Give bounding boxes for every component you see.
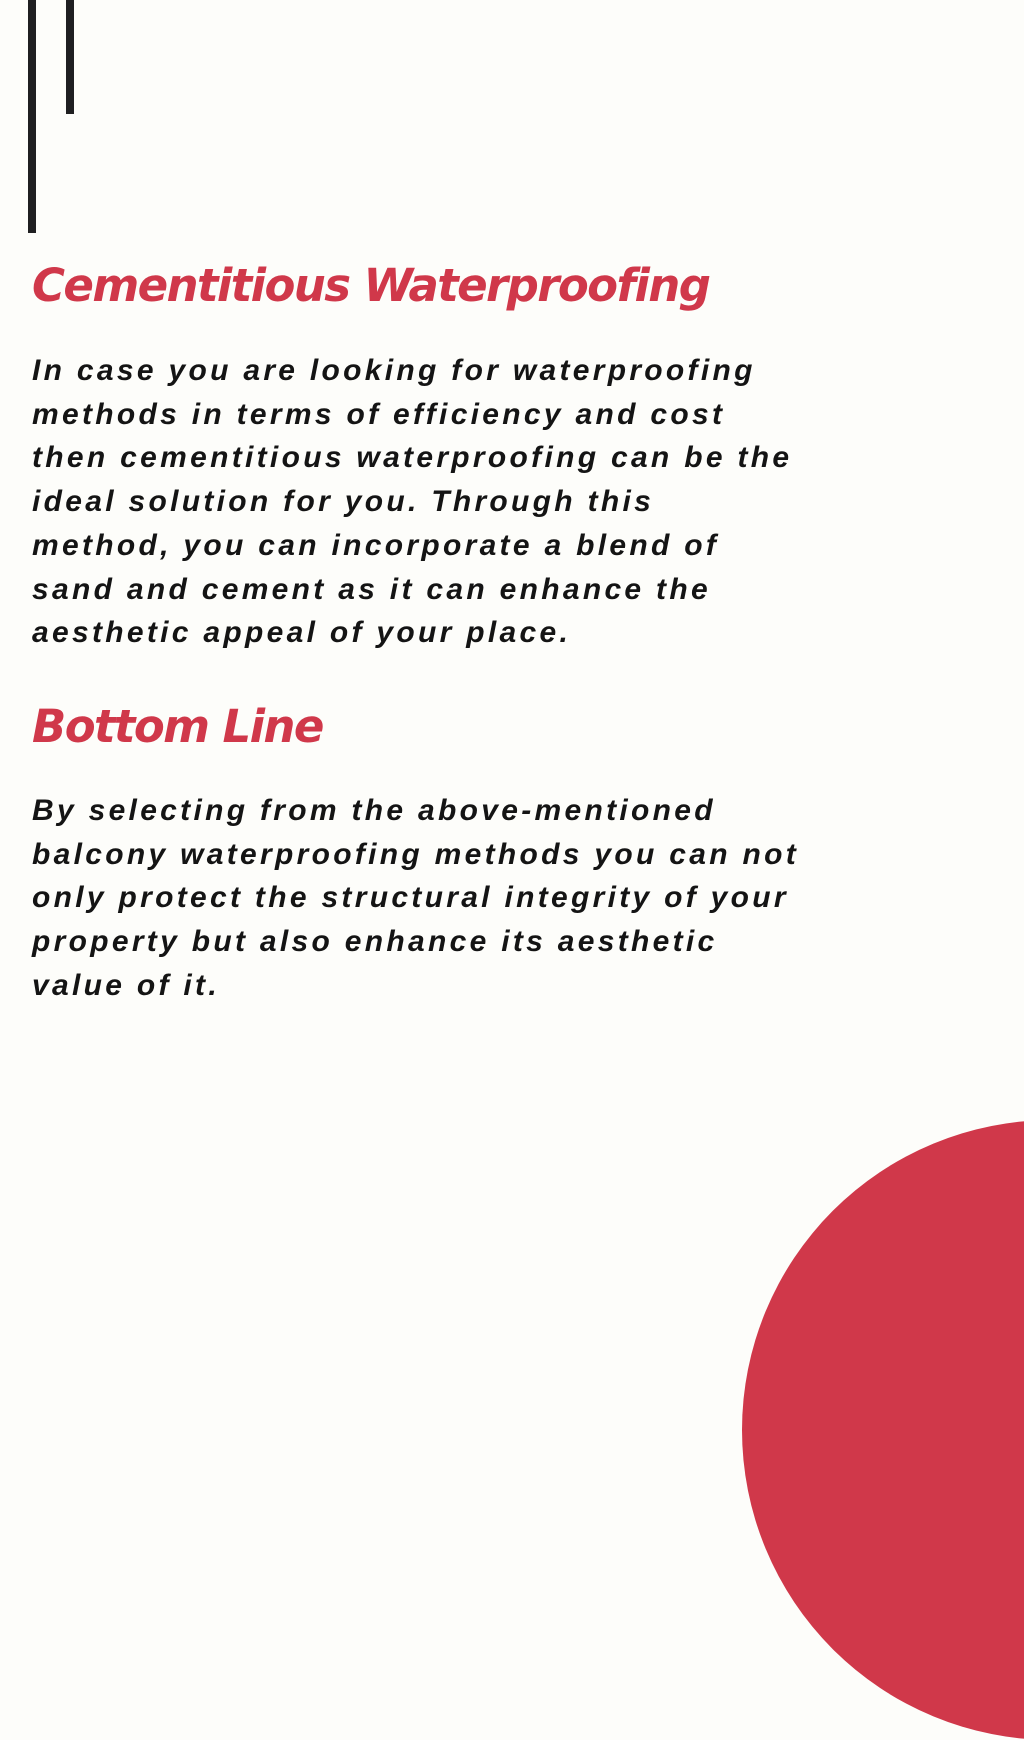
paragraph-line: By selecting from the above-mentioned <box>32 794 716 827</box>
paragraph-line: ideal solution for you. Through this <box>32 485 655 519</box>
section-heading-cementitious: Cementitious Waterproofing <box>32 259 710 312</box>
bottom-line-paragraph <box>32 789 912 1008</box>
decorative-bar-long <box>28 0 36 233</box>
paragraph-line: method, you can incorporate a blend of <box>32 528 720 562</box>
paragraph-line: sand and cement as it can enhance the <box>32 572 711 606</box>
cementitious-paragraph <box>32 349 912 655</box>
paragraph-line: property but also enhance its aesthetic <box>32 925 718 959</box>
paragraph-line: aesthetic appeal of your place. <box>32 616 572 650</box>
paragraph-line: In case you are looking for waterproofing <box>32 354 756 387</box>
paragraph-line: value of it. <box>32 968 220 1002</box>
paragraph-line: only protect the structural integrity of your <box>32 881 789 915</box>
paragraph-line: methods in terms of efficiency and cost <box>32 397 726 431</box>
decorative-bar-short <box>66 0 74 114</box>
paragraph-line: balcony waterproofing methods you can not <box>32 837 800 871</box>
section-heading-bottom-line: Bottom Line <box>32 700 323 753</box>
paragraph-line: then cementitious waterproofing can be the <box>32 441 793 475</box>
decorative-circle <box>742 1120 1024 1740</box>
